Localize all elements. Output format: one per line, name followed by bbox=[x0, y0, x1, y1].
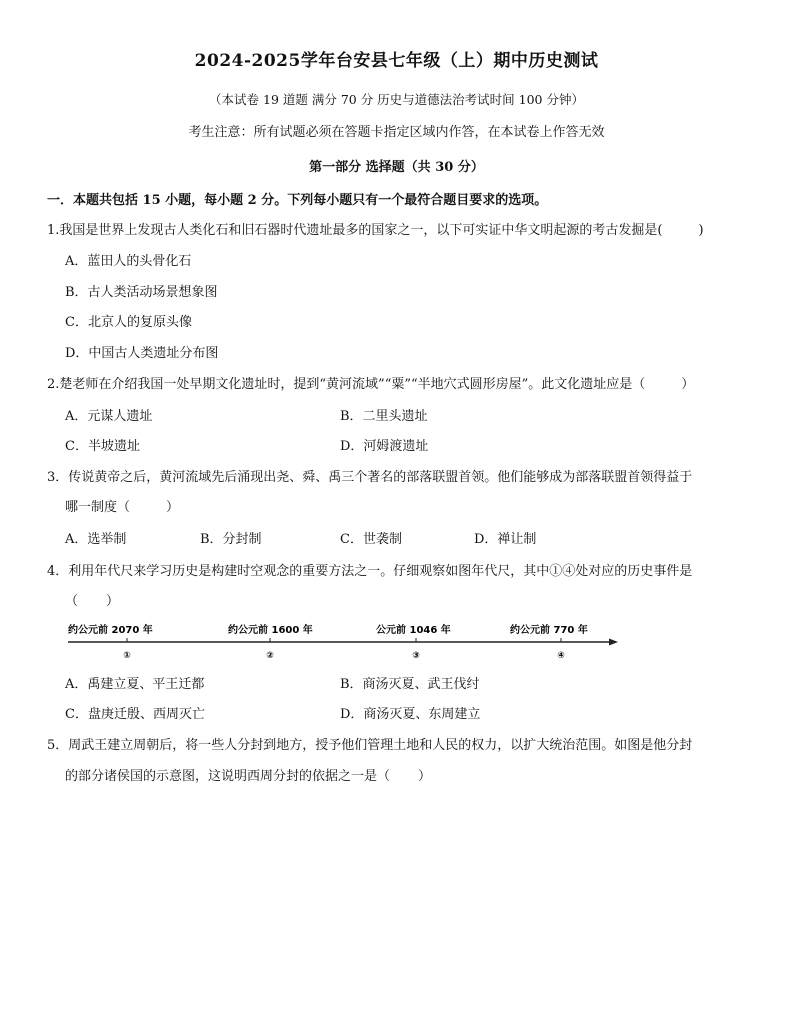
timeline-arrow-icon bbox=[609, 639, 618, 646]
question-4-text-cont: （ bbox=[65, 594, 79, 609]
question-2-option-a: A．元谋人遗址 bbox=[65, 409, 153, 424]
timeline-marker-3: ③ bbox=[412, 651, 420, 661]
question-1-text: 1.我国是世界上发现古人类化石和旧石器时代遗址最多的国家之一，以下可实证中华文明起源的考古发掘是( bbox=[47, 223, 663, 238]
exam-subtitle: （本试卷 19 道题 满分 70 分 历史与道德法治考试时间 100 分钟） bbox=[209, 92, 584, 107]
question-1-stem bbox=[47, 216, 752, 246]
question-1-option-d: D．中国古人类遗址分布图 bbox=[65, 346, 219, 361]
question-4-stem: 4．利用年代尺来学习历史是构建时空观念的重要方法之一。仔细观察如图年代尺，其中①④处对应的历史事件是 bbox=[47, 564, 693, 579]
question-3-option-d: D．禅让制 bbox=[474, 532, 537, 547]
question-2-option-b: B．二里头遗址 bbox=[340, 409, 428, 424]
question-4-option-c: C．盘庚迁殷、西周灭亡 bbox=[65, 707, 205, 722]
timeline-label-1: 约公元前 2070 年 bbox=[68, 625, 153, 636]
question-1-option-b: B．古人类活动场景想象图 bbox=[65, 285, 218, 300]
question-4-paren-close: ） bbox=[106, 594, 120, 609]
question-3-option-b: B．分封制 bbox=[200, 532, 262, 547]
question-4-option-d: D．商汤灭夏、东周建立 bbox=[340, 707, 481, 722]
question-4-option-a: A．禹建立夏、平王迁都 bbox=[65, 677, 205, 692]
exam-title: 2024-2025学年台安县七年级（上）期中历史测试 bbox=[194, 51, 599, 71]
question-2-paren-close: ） bbox=[681, 377, 695, 392]
exam-notice: 考生注意：所有试题必须在答题卡指定区域内作答，在本试卷上作答无效 bbox=[188, 125, 605, 140]
timeline-ruler bbox=[66, 619, 626, 663]
timeline-label-4: 约公元前 770 年 bbox=[510, 625, 588, 636]
question-5-stem-cont bbox=[65, 762, 755, 792]
question-3-paren-close: ） bbox=[166, 500, 180, 515]
question-2-text: 2.楚老师在介绍我国一处早期文化遗址时，提到“黄河流域”“粟”“半地穴式圆形房屋”。此文化遗址应是（ bbox=[47, 377, 646, 392]
section-instructions: 一．本题共包括 15 小题，每小题 2 分。下列每小题只有一个最符合题目要求的选项。 bbox=[47, 193, 548, 208]
question-5-text-cont: 的部分诸侯国的示意图，这说明西周分封的依据之一是（ bbox=[65, 769, 391, 784]
question-5-paren-close: ） bbox=[418, 769, 432, 784]
question-1-option-c: C．北京人的复原头像 bbox=[65, 315, 192, 330]
timeline-marker-4: ④ bbox=[557, 651, 565, 661]
question-3-stem-cont bbox=[65, 493, 755, 523]
question-5-stem: 5．周武王建立周朝后，将一些人分封到地方，授予他们管理土地和人民的权力，以扩大统治范围。如图是他分封 bbox=[47, 738, 693, 753]
question-3-option-c: C．世袭制 bbox=[340, 532, 402, 547]
timeline-marker-2: ② bbox=[266, 651, 274, 661]
timeline-marker-1: ① bbox=[123, 651, 131, 661]
question-3-text-cont: 哪一制度（ bbox=[65, 500, 131, 515]
part-title: 第一部分 选择题（共 30 分） bbox=[309, 160, 484, 175]
question-4-stem-cont bbox=[65, 587, 755, 617]
question-1-option-a: A．蓝田人的头骨化石 bbox=[65, 254, 192, 269]
question-4-option-b: B．商汤灭夏、武王伐纣 bbox=[340, 677, 480, 692]
question-2-option-c: C．半坡遗址 bbox=[65, 439, 140, 454]
question-1-paren-close: ) bbox=[698, 223, 704, 238]
question-3-option-a: A．选举制 bbox=[65, 532, 127, 547]
question-2-option-d: D．河姆渡遗址 bbox=[340, 439, 429, 454]
timeline-label-3: 公元前 1046 年 bbox=[376, 625, 451, 636]
question-2-stem bbox=[47, 370, 752, 400]
question-3-stem: 3．传说黄帝之后，黄河流域先后涌现出尧、舜、禹三个著名的部落联盟首领。他们能够成为部落联盟首领得益于 bbox=[47, 470, 693, 485]
timeline-label-2: 约公元前 1600 年 bbox=[228, 625, 313, 636]
